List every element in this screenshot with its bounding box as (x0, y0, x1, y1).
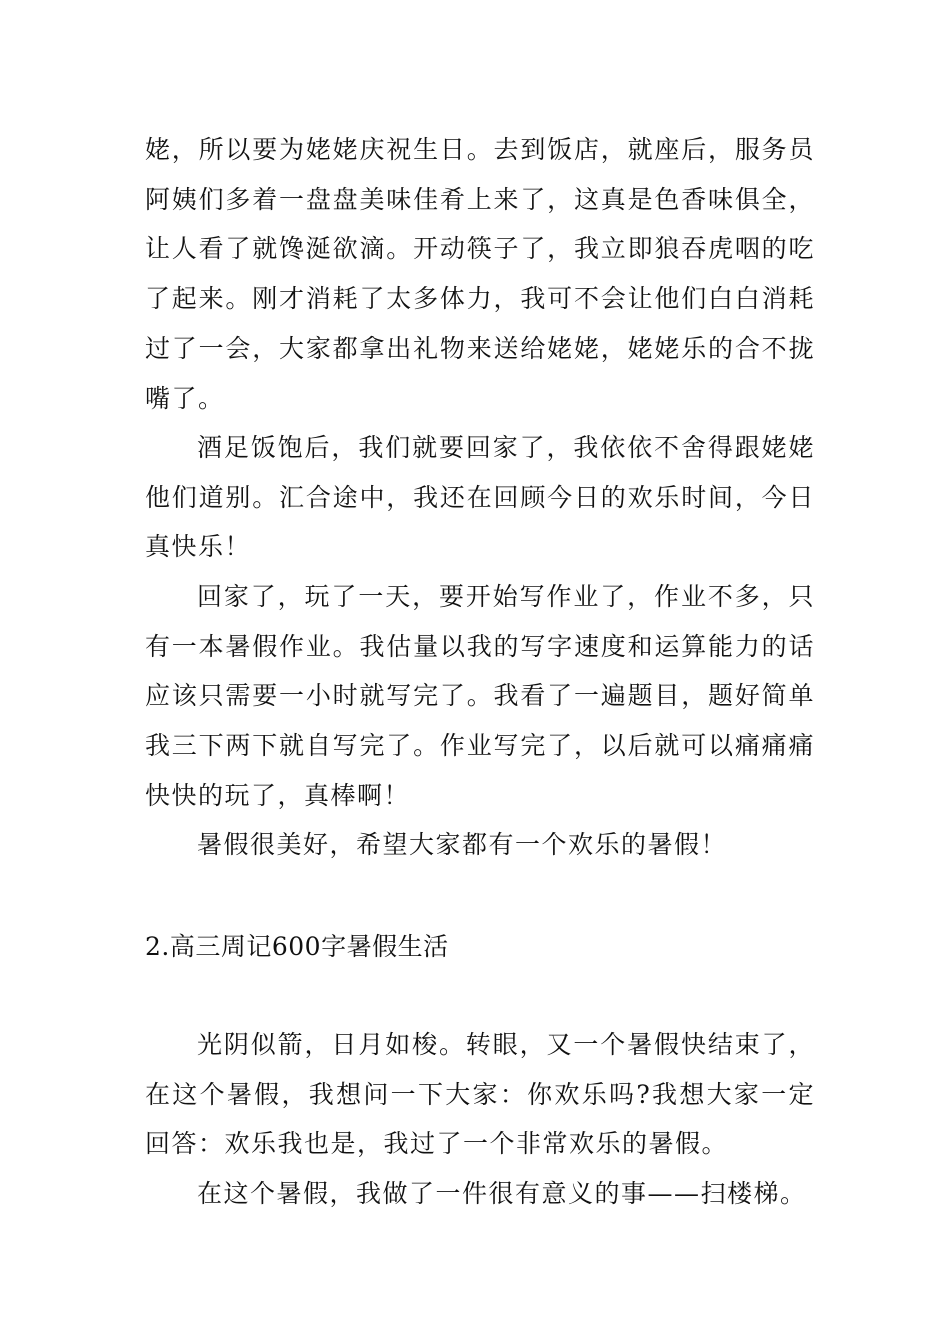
paragraph-sweeping-stairs: 在这个暑假，我做了一件很有意义的事——扫楼梯。 (197, 1179, 807, 1208)
section-heading: 2.高三周记600字暑假生活 (145, 932, 449, 961)
paragraph-birthday-dinner: 姥，所以要为姥姥庆祝生日。去到饭店，就座后，服务员阿姨们多着一盘盘美味佳肴上来了，这真是色香味俱全，让人看了就馋涎欲滴。开动筷子了，我立即狼吞虎咽的吃了起来。刚才消耗了太多体力，我可不会让他们白白消耗过了一会，大家都拿出礼物来送给姥姥，姥姥乐的合不拢嘴了。 (145, 135, 815, 413)
paragraph-going-home: 酒足饭饱后，我们就要回家了，我依依不舍得跟姥姥他们道别。汇合途中，我还在回顾今日的欢乐时间，今日真快乐！ (145, 433, 815, 562)
paragraph-time-flies: 光阴似箭，日月如梭。转眼，又一个暑假快结束了，在这个暑假，我想问一下大家：你欢乐吗?我想大家一定回答：欢乐我也是，我过了一个非常欢乐的暑假。 (145, 1030, 815, 1159)
paragraph-summer-wish: 暑假很美好，希望大家都有一个欢乐的暑假！ (197, 830, 728, 859)
paragraph-homework: 回家了，玩了一天，要开始写作业了，作业不多，只有一本暑假作业。我估量以我的写字速度和运算能力的话应该只需要一小时就写完了。我看了一遍题目，题好简单我三下两下就自写完了。作业写完了，以后就可以痛痛痛快快的玩了，真棒啊！ (145, 582, 815, 810)
